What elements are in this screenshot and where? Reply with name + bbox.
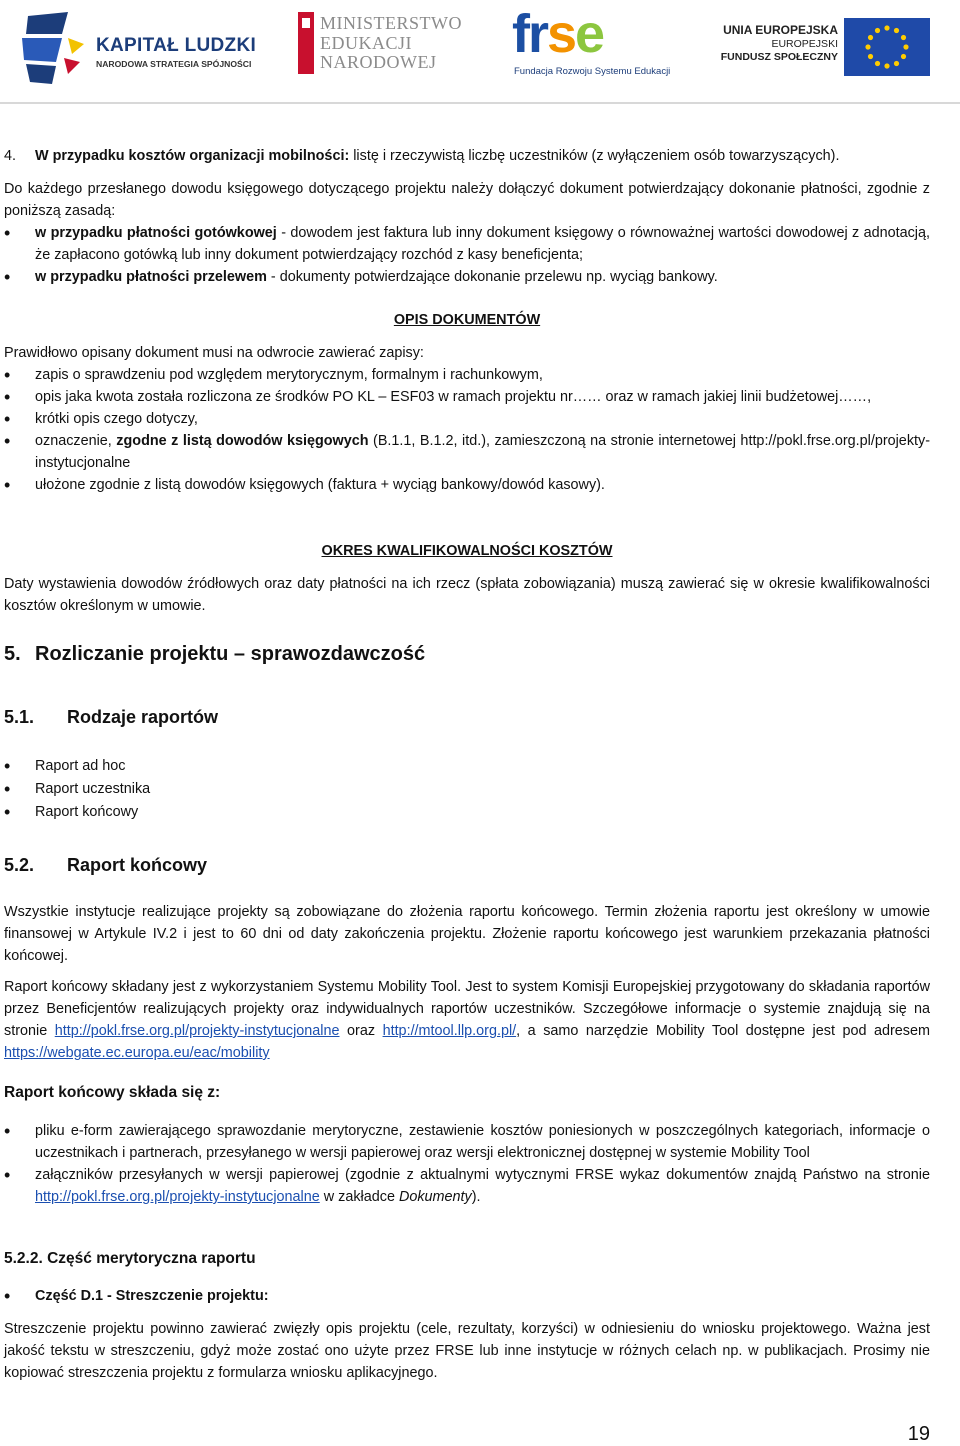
sklada-list [4,1120,930,1208]
paragraph-52-1-text: Wszystkie instytucje realizujące projekty są zobowiązane do złożenia raportu końcowego. Termin złożenia raportu jest określony w umowie finansowej w Artykule IV.2 i jest to 60 dni od daty zakończenia projektu. Złożenie raportu końcowego jest warunkiem przekazania płatności końcowej. [4,904,930,964]
rule-bold: w przypadku płatności gotówkowej [35,225,277,241]
sklada-item2-b: w zakładce [319,1189,399,1205]
item-4-bold: W przypadku kosztów organizacji mobilności: [35,148,350,164]
eu-star-icon [875,61,880,66]
eu-line1: UNIA EUROPEJSKA [723,23,838,37]
kapital-ludzki-logo [22,8,282,90]
okres-text: Daty wystawienia dowodów źródłowych oraz daty płatności na ich rzecz (spłata zobowiązania) muszą zawierać się w okresie kwalifikowalności kosztów określonym w umowie. [4,576,930,614]
streszczenie-paragraph [4,1318,930,1384]
okres-heading-text: OKRES KWALIFIKOWALNOŚCI KOSZTÓW [321,543,613,559]
report-types-list [4,755,930,824]
list-item: • zapis o sprawdzeniu pod względem merytorycznym, formalnym i rachunkowym, [4,364,930,386]
section-522-title: 5.2.2. Część merytoryczna raportu [4,1250,256,1267]
eu-star-icon [875,28,880,33]
opis-heading [4,309,930,331]
eu-star-icon [884,25,889,30]
p52-2-t3: , a samo narzędzie Mobility Tool dostępne jest pod adresem [516,1023,930,1039]
page-number: 19 [907,1423,930,1445]
eu-star-icon [884,63,889,68]
list-item [4,222,930,266]
paragraph-52-2 [4,976,930,1064]
eu-star-icon [868,54,873,59]
section-51-title: Rodzaje raportów [67,707,219,727]
p52-2-t1: Raport końcowy składany jest z wykorzystaniem Systemu Mobility Tool. Jest to system Komisji Europejskiej przygotowany do składania raportów przez Beneficjentów realizujących projekty oraz indywidualnych raportów uczestników. Szczegółowe informacje o systemie znajdują się na stronie [4,979,930,1039]
mobility-tool-link[interactable]: https://webgate.ec.europa.eu/eac/mobility [4,1045,270,1061]
section-5-heading [4,643,930,666]
payment-intro-text: Do każdego przesłanego dowodu księgowego dotyczącego projektu należy dołączyć dokument potwierdzający dokonanie płatności, zgodnie z poniższą zasadą: [4,181,930,219]
list-item: • Raport ad hoc [4,755,930,778]
eu-star-icon [903,44,908,49]
rule-rest: - dokumenty potwierdzające dokonanie przelewu np. wyciąg bankowy. [266,269,718,285]
item-4-rest: listę i rzeczywistą liczbę uczestników (z wyłączeniem osób towarzyszących). [349,148,840,164]
eu-flag-icon [844,18,930,76]
sklada-item2-italic: Dokumenty [398,1189,472,1205]
czesc-d1-text: Część D.1 - Streszczenie projektu: [35,1288,269,1304]
payment-rules-list [4,222,930,288]
eu-logo [718,22,930,82]
frse-wordmark: frse [512,4,604,64]
header-divider [0,102,960,104]
page-header [0,0,960,106]
eu-star-icon [894,61,899,66]
sklada-heading [4,1084,930,1102]
pokl-link[interactable]: http://pokl.frse.org.pl/projekty-instytucjonalne [54,1023,340,1039]
opis-heading-text: OPIS DOKUMENTÓW [393,312,541,328]
list-item: • Raport końcowy [4,801,930,824]
list-item [4,430,930,474]
kapital-ludzki-emblem-icon [22,10,90,84]
p52-2-t2: oraz [339,1023,383,1039]
list-item [4,1164,930,1208]
eu-star-icon [894,28,899,33]
pokl-link[interactable]: http://pokl.frse.org.pl/projekty-instytucjonalne [35,1189,320,1205]
frse-logo [512,4,698,84]
men-line2: EDUKACJI [320,33,412,53]
section-522-heading [4,1250,930,1268]
sklada-heading-text: Raport końcowy składa się z: [4,1084,221,1101]
opis-section [4,342,930,496]
list-item: • ułożone zgodnie z listą dowodów księgowych (faktura + wyciąg bankowy/dowód kasowy). [4,474,930,496]
section-52-title: Raport końcowy [67,855,208,875]
eu-star-icon [901,35,906,40]
kapital-ludzki-subtitle: NARODOWA STRATEGIA SPÓJNOŚCI [96,59,252,69]
item-4 [4,145,930,167]
okres-section [4,573,930,617]
frse-subtitle: Fundacja Rozwoju Systemu Edukacji [514,66,671,77]
mtool-link[interactable]: http://mtool.llp.org.pl/ [382,1023,517,1039]
eu-star-icon [868,35,873,40]
section-52-number: 5.2. [4,855,35,875]
okres-heading [4,540,930,562]
section-51-number: 5.1. [4,707,35,727]
list-item: • krótki opis czego dotyczy, [4,408,930,430]
eu-line2: EUROPEJSKI [771,38,838,50]
list-item: • pliku e-form zawierającego sprawozdanie merytoryczne, zestawienie kosztów poniesionych w poszczególnych kategoriach, informacje o uczestnikach i partnerach, przesyłanego w wersji papierowej oraz wersji elektronicznej dostępnej w systemie Mobility Tool [4,1120,930,1164]
rule-bold: w przypadku płatności przelewem [35,269,267,285]
list-item: • Raport uczestnika [4,778,930,801]
section-5-number: 5. [4,643,21,665]
sklada-item2-c: ). [471,1189,481,1205]
rule-rest: - dowodem jest faktura lub inny dokument księgowy o równoważnej wartości dowodowej z adnotacją, że zapłacono gotówką lub inny dokument potwierdzający rozchód z kasy beneficjenta; [35,225,931,263]
eu-star-icon [901,54,906,59]
section-5-title: Rozliczanie projektu – sprawozdawczość [35,643,426,665]
section-52-heading [4,855,930,876]
men-line1: MINISTERSTWO [320,13,462,33]
list-item [4,266,930,288]
list-item: • opis jaka kwota została rozliczona ze środków PO KL – ESF03 w ramach projektu nr…… oraz w ramach jakiej linii budżetowej……, [4,386,930,408]
opis-item4-b: (B.1.1, B.1.2, itd.), zamieszczoną na stronie internetowej http://pokl.frse.org.pl/projekty-instytucjonalne [35,433,930,471]
eu-star-icon [865,44,870,49]
item-4-number: 4. [4,148,17,164]
opis-item4-bold: zgodne z listą dowodów księgowych [116,433,369,449]
czesc-d1-list [4,1285,930,1307]
kapital-ludzki-title: KAPITAŁ LUDZKI [96,35,257,56]
men-logo [296,10,466,80]
sklada-item2-a: załączników przesyłanych w wersji papierowej (zgodnie z aktualnymi wytycznymi FRSE wykaz dokumentów znajdą Państwo na stronie [35,1167,930,1183]
list-item [4,1285,930,1307]
section-51-heading [4,707,930,728]
eu-line3: FUNDUSZ SPOŁECZNY [720,51,838,63]
opis-intro: Prawidłowo opisany dokument musi na odwrocie zawierać zapisy: [4,345,424,361]
men-line3: NARODOWEJ [320,52,437,72]
payment-intro [4,178,930,222]
paragraph-52-1 [4,901,930,967]
opis-item4-a: oznaczenie, [35,433,117,449]
men-emblem-icon [296,10,316,76]
streszczenie-text: Streszczenie projektu powinno zawierać zwięzły opis projektu (cele, rezultaty, korzyści) w odniesieniu do wniosku projektowego. Ważna jest jakość tekstu w streszczeniu, gdyż może zostać ono użyte przez FRSE lub inne instytucje w różnych celach np. w publikacjach. Prosimy nie kopiować streszczenia projektu z formularza wniosku aplikacyjnego. [4,1321,930,1381]
